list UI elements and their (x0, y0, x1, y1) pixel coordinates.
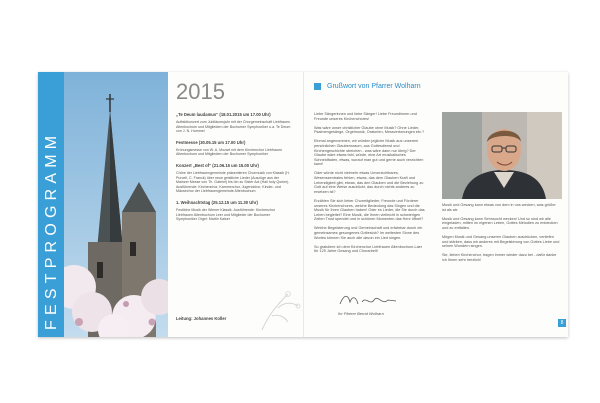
floral-ornament (258, 286, 302, 337)
greeting-paragraph: Was wäre unser christlicher Glaube ohne Musik? Ohne Lieder, Psalmengesänge, Orgelmusik, Oratorien, Messvertonungen etc.? (314, 125, 425, 135)
event-title: 1. Weihnachtstag (25.12.15 um 11.30 Uhr) (176, 199, 258, 205)
handwritten-signature (338, 292, 398, 313)
greeting-title: Grußwort von Pfarrer Wolharn (327, 83, 421, 90)
page-fold (303, 72, 304, 337)
event-item (176, 140, 291, 157)
event-title: Konzert „Best of“ (21.06.15 um 15.00 Uhr) (176, 162, 259, 168)
event-description: Krönungsmesse von W. A. Mozart mit dem Kirchenchor Liebfrauen Altenbochum und Mitgliedern der Bochumer Symphoniker (176, 147, 283, 157)
event-item (176, 163, 291, 194)
greeting-heading (314, 83, 421, 90)
greeting-paragraph: Einmal angenommen, wir würden jegliche Musik aus unserem persönlichen Glaubensraum, aus Gottesdienst und Kirchengeschichte streichen - was wäre dann nur übrig? Der Glaube wäre etwas fahl, würde, eine Art musikalisches Schneidfaden, etwas, worauf man gut und gerne auch verzichten kann! (314, 139, 424, 167)
vertical-title: FESTPROGRAMM (43, 130, 60, 330)
event-description: Chöre der Liebfrauengemeinde präsentieren Chormusik von Klassik (H. Purcell, C. Franck) über neue geistliche Lieder (Auszüge aus der Mainzer Messe von Th. Gabriel) bis hin zu Sister Act (Hail holy Queen). Ausführende: Kirchenchor, Kammerchor, Jugendchor, Kinder- und Mäusechor der Liebfrauengemeinde Altenbochum (176, 170, 290, 194)
closing-text (442, 203, 560, 267)
event-item (176, 112, 291, 134)
event-title: Festmesse (30.05.15 um 17.00 Uhr) (176, 139, 246, 145)
event-description: Auftaktkonzert zum Jubiläumsjahr mit der Chorgemeinschaft Liebfrauen Altenbochum und Mitgliedern der Bochumer Symphoniker u.a. Te Deum von J. N. Hummel (176, 120, 291, 134)
program-year: 2015 (176, 79, 225, 104)
event-description: Festliche Musik der Wiener Klassik. Ausführende: Kirchenchor Liebfrauen Altenbochum Leer und Mitglieder der Bochumer Symphoniker Orgel: Martin Kaiser (176, 207, 276, 222)
event-item (176, 200, 291, 222)
greeting-text (314, 112, 427, 258)
greeting-paragraph: Erzählen Sie sich lieber Chormitglieder, Freunde und Förderer unseres Kirchenchores, welche Bedeutung das Singen und die Musik für Ihren Glauben haben! Oder es Lieder, die Sie durch das Leben begleitet? Eine Musik, die Ihnen vielleicht in schwierigen Zeiten Trost spendet und in schönen Momenten das Herz öffnet? (314, 198, 425, 222)
portrait-photo (442, 112, 562, 199)
signature-caption: Ihr Pfarrer Bernd Wolharn (338, 311, 384, 316)
closing-paragraph: Musik und Gesang kann etwas von dem in uns wecken, was größer ist als wir. (442, 203, 556, 212)
brochure-spread (38, 72, 568, 337)
page-number: 8 (558, 319, 566, 327)
closing-paragraph: Musik und Gesang kann Sehnsucht wecken! Und so sind wir alle eingeladen, mitten im eigenen Leben, Gottes Melodien zu entdecken und zu entfalten. (442, 216, 558, 230)
greeting-paragraph: Welche Begeisterung und Gemeinschaft und erfahrbar durch ein gemeinsames gesungenes Gotteslob? Im weitesten Sinne des Wortes können Sie auch alle davon ein Lied singen. (314, 226, 423, 240)
greeting-paragraph: Liebe Sängerinnen und liebe Sänger! Liebe Freundinnen und Freunde unseres Kirchenchores! (314, 112, 417, 121)
greeting-paragraph: Oder würde nicht vielmehr etwas Unverzichtbares, Wesenszentrales fehlen, etwas, das dem Glauben Kraft und Lebendigkeit gibt, etwas, das den Glauben und die Beziehung zu Gott auf eine Weise ausdrückt, das durch nichts anderes zu ersetzen ist? (314, 171, 424, 194)
bullet-square-icon (314, 83, 321, 90)
event-title: „Te Deum laudamus“ (18.01.2015 um 17.00 Uhr) (176, 112, 271, 117)
church-photo (64, 72, 168, 337)
closing-paragraph: Sie, lieben Kirchenchor, tragen immer wieder dazu bei - dafür danke ich Ihnen sehr herzlich! (442, 253, 557, 262)
closing-paragraph: Mögen Musik und Gesang unseren Glauben ausdrücken, vertiefen und stärken, dass wir anderes mit Begeisterung von Gottes Liebe und seinen Wundern singen. (442, 234, 560, 249)
leitung-credit: Leitung: Johannes Koller (176, 316, 227, 321)
greeting-paragraph: So gratuliere ich dem Kirchenchor Liebfrauen Altenbochum-Laer für 125 Jahre Gesang und Chorarbeit! (314, 244, 423, 254)
